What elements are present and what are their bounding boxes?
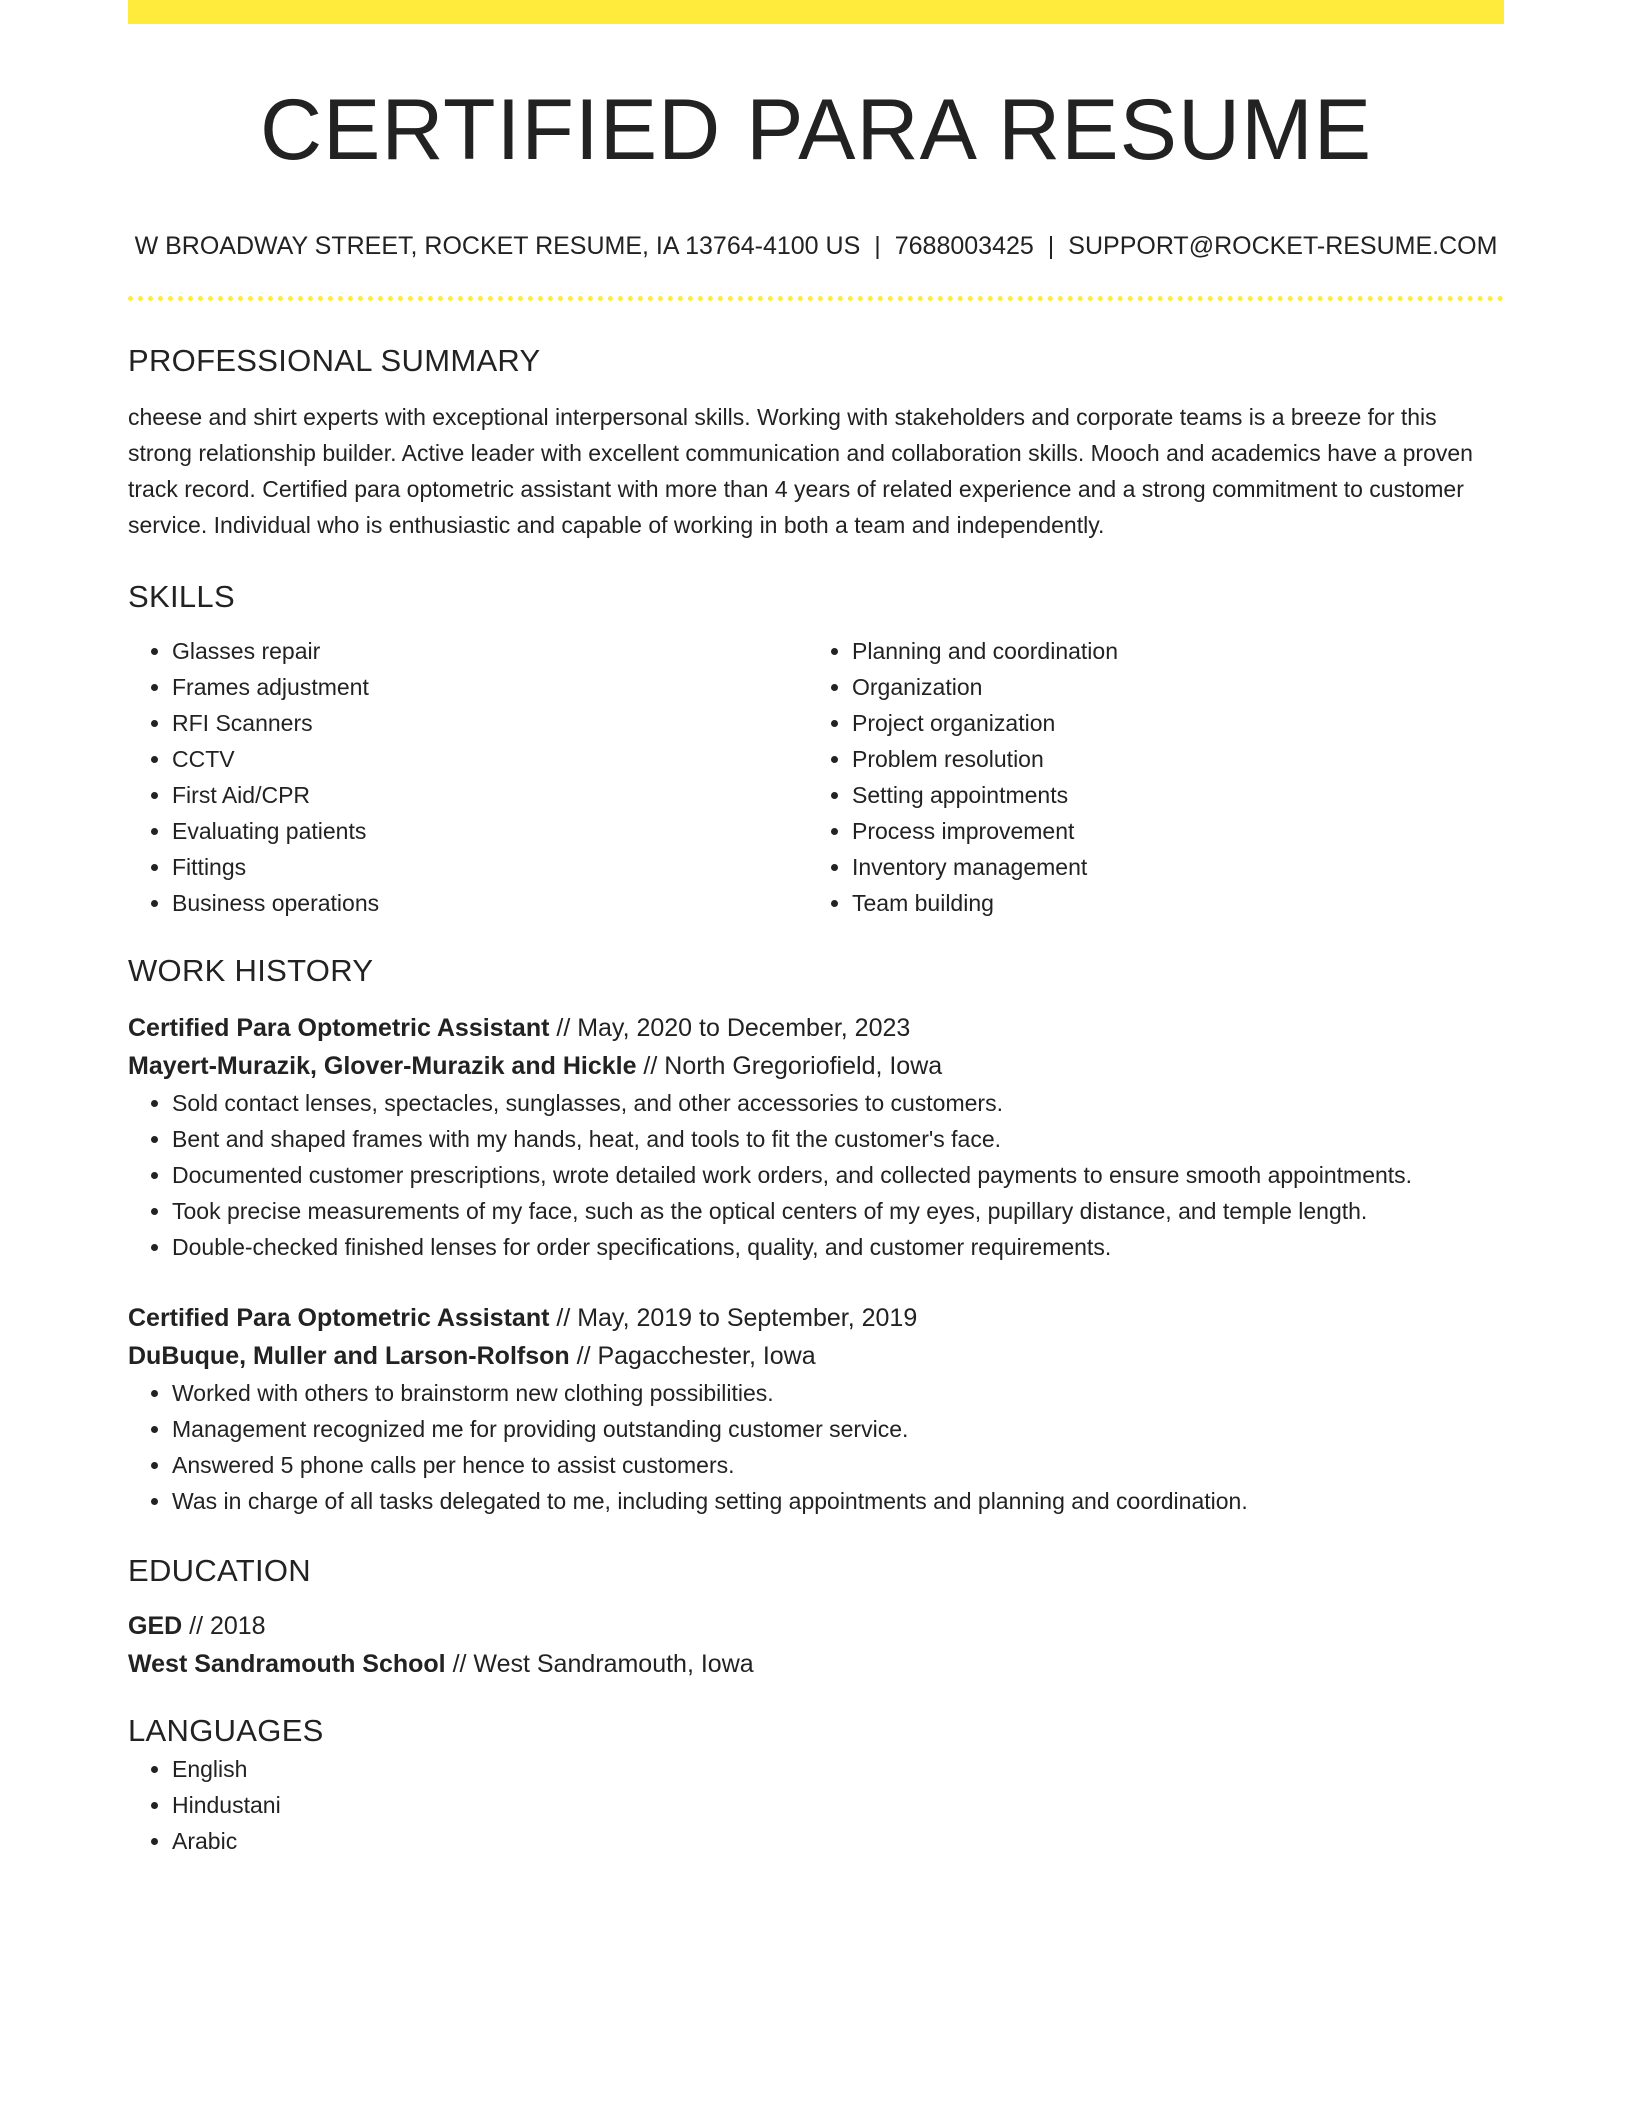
education-school: West Sandramouth School xyxy=(128,1650,446,1678)
job-bullet: • Worked with others to brainstorm new clothing possibilities. xyxy=(172,1375,1504,1411)
skill-item: • Frames adjustment xyxy=(172,669,808,705)
job-bullet: • Sold contact lenses, spectacles, sunglasses, and other accessories to customers. xyxy=(172,1085,1504,1121)
skill-item: • Setting appointments xyxy=(852,777,1488,813)
skills-list-right xyxy=(808,633,1488,921)
job-company: Mayert-Murazik, Glover-Murazik and Hickle xyxy=(128,1052,637,1080)
skill-item: • Inventory management xyxy=(852,849,1488,885)
skill-item: • Organization xyxy=(852,669,1488,705)
skill-item: • Business operations xyxy=(172,885,808,921)
job-company-line xyxy=(128,1047,1504,1085)
skill-item: • Process improvement xyxy=(852,813,1488,849)
work-history-heading: WORK HISTORY xyxy=(128,953,374,988)
contact-separator: | xyxy=(1047,232,1055,260)
languages-heading: LANGUAGES xyxy=(128,1713,324,1748)
job-bullet: • Was in charge of all tasks delegated to me, including setting appointments and planning and coordination. xyxy=(172,1483,1504,1519)
education-location: // West Sandramouth, Iowa xyxy=(445,1650,754,1678)
job-title: Certified Para Optometric Assistant xyxy=(128,1304,550,1332)
skill-item: • Planning and coordination xyxy=(852,633,1488,669)
language-item: • English xyxy=(172,1751,1504,1787)
job-bullet-list xyxy=(128,1085,1504,1265)
job-dates: // May, 2019 to September, 2019 xyxy=(549,1304,918,1332)
job-bullet: • Answered 5 phone calls per hence to assist customers. xyxy=(172,1447,1504,1483)
skill-item: • First Aid/CPR xyxy=(172,777,808,813)
job-title-line xyxy=(128,1299,1504,1337)
skill-item: • CCTV xyxy=(172,741,808,777)
education-degree-line xyxy=(128,1607,1504,1645)
contact-email: SUPPORT@ROCKET-RESUME.COM xyxy=(1068,232,1498,260)
job-company-line xyxy=(128,1337,1504,1375)
job-bullet: • Took precise measurements of my face, such as the optical centers of my eyes, pupillary distance, and temple length. xyxy=(172,1193,1504,1229)
language-item: • Arabic xyxy=(172,1823,1504,1859)
skills-heading: SKILLS xyxy=(128,579,235,614)
summary-text: cheese and shirt experts with exceptional interpersonal skills. Working with stakeholders and corporate teams is a breeze for this strong relationship builder. Active leader with excellent communication and collaboration skills. Mooch and academics have a proven track record. Certified para optometric assistant with more than 4 years of related experience and a strong commitment to customer service. Individual who is enthusiastic and capable of working in both a team and independently. xyxy=(128,404,1473,538)
job-bullet-list xyxy=(128,1375,1504,1519)
resume-content xyxy=(128,0,1504,1859)
summary-heading: PROFESSIONAL SUMMARY xyxy=(128,343,541,378)
resume-title: CERTIFIED PARA RESUME xyxy=(259,82,1373,178)
job-location: // North Gregoriofield, Iowa xyxy=(636,1052,943,1080)
language-item: • Hindustani xyxy=(172,1787,1504,1823)
skills-list-left xyxy=(128,633,808,921)
contact-phone: 7688003425 xyxy=(894,232,1034,260)
skill-item: • Team building xyxy=(852,885,1488,921)
education-degree: GED xyxy=(128,1612,183,1640)
skill-item: • RFI Scanners xyxy=(172,705,808,741)
job-bullet: • Bent and shaped frames with my hands, heat, and tools to fit the customer's face. xyxy=(172,1121,1504,1157)
job-bullet: • Documented customer prescriptions, wrote detailed work orders, and collected payments to ensure smooth appointments. xyxy=(172,1157,1504,1193)
skills-columns xyxy=(128,633,1504,921)
job-company: DuBuque, Muller and Larson-Rolfson xyxy=(128,1342,570,1370)
skill-item: • Glasses repair xyxy=(172,633,808,669)
job-dates: // May, 2020 to December, 2023 xyxy=(549,1014,911,1042)
contact-line xyxy=(128,230,1504,262)
skill-item: • Project organization xyxy=(852,705,1488,741)
skill-item: • Evaluating patients xyxy=(172,813,808,849)
contact-separator: | xyxy=(874,232,881,260)
education-school-line xyxy=(128,1645,1504,1683)
skill-item: • Fittings xyxy=(172,849,808,885)
job-title: Certified Para Optometric Assistant xyxy=(128,1014,550,1042)
languages-list xyxy=(128,1751,1504,1859)
skill-item: • Problem resolution xyxy=(852,741,1488,777)
job-bullet: • Management recognized me for providing outstanding customer service. xyxy=(172,1411,1504,1447)
education-year: // 2018 xyxy=(182,1612,266,1640)
job-title-line xyxy=(128,1009,1504,1047)
job-location: // Pagacchester, Iowa xyxy=(569,1342,816,1370)
contact-address: W BROADWAY STREET, ROCKET RESUME, IA 13764-4100 US xyxy=(134,232,861,260)
education-heading: EDUCATION xyxy=(128,1553,311,1588)
job-bullet: • Double-checked finished lenses for order specifications, quality, and customer requirements. xyxy=(172,1229,1504,1265)
dotted-divider xyxy=(128,296,1504,301)
